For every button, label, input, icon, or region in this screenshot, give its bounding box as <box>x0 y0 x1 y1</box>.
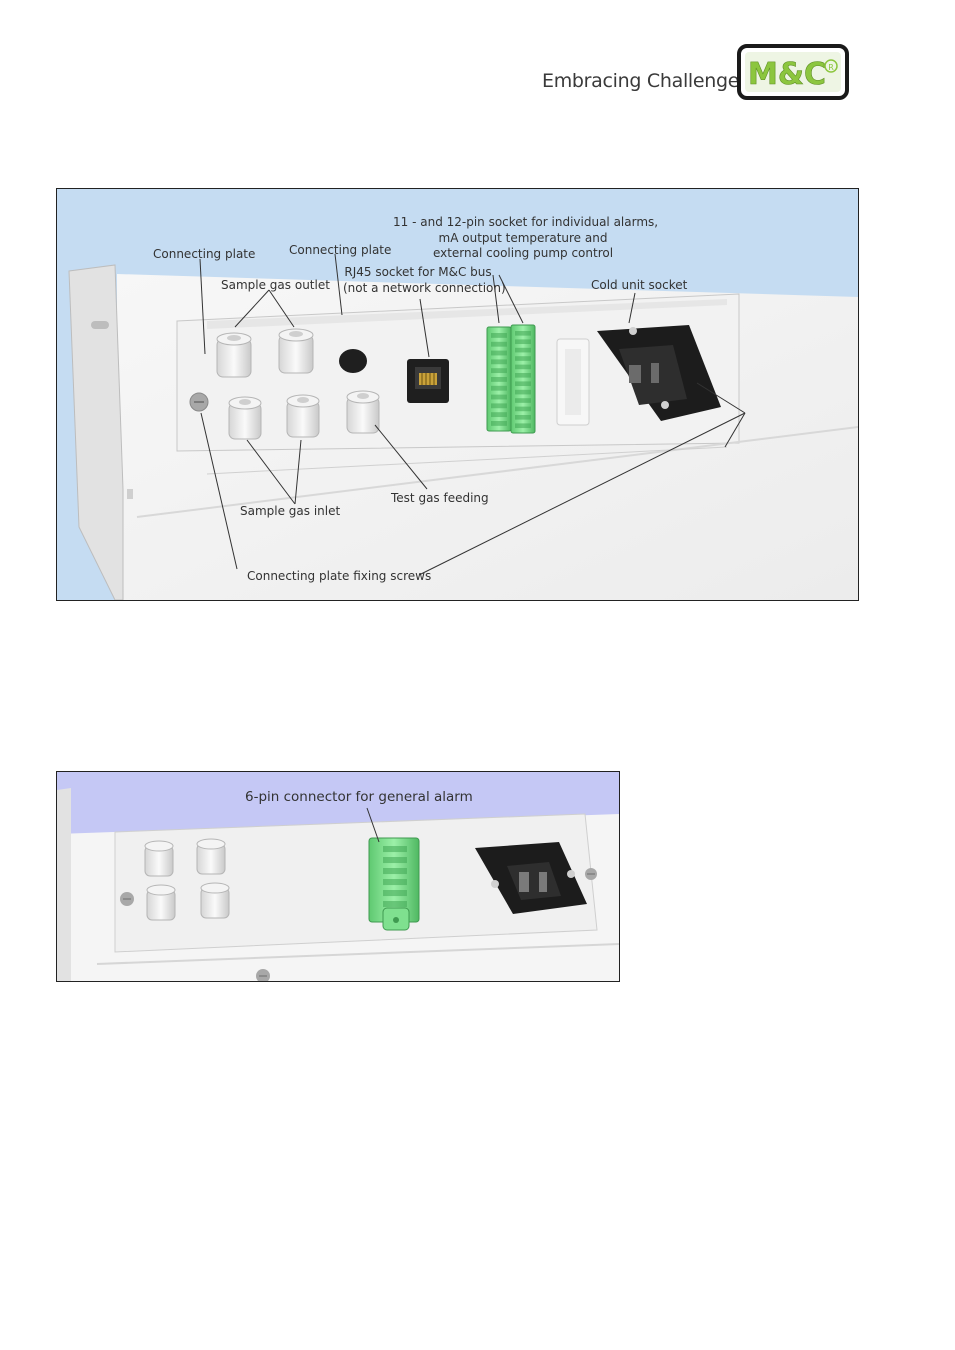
test-gas-feeding-fitting <box>347 391 379 433</box>
connector-pin <box>515 365 531 370</box>
connector-pin <box>491 403 507 408</box>
connector-pin <box>491 342 507 347</box>
label-test-gas-feeding: Test gas feeding <box>391 491 489 505</box>
connector-pin <box>491 351 507 356</box>
svg-text:R: R <box>828 63 834 72</box>
sample-gas-inlet-fitting-1 <box>229 397 261 439</box>
connector-pin <box>491 377 507 382</box>
connector-pin <box>515 356 531 361</box>
bracket-slot <box>91 321 109 329</box>
connector-pin <box>491 359 507 364</box>
mounting-bracket <box>57 788 71 981</box>
connector-pin <box>515 373 531 378</box>
fixing-screw-right <box>585 868 597 880</box>
connector-pin <box>383 901 407 907</box>
connector-pin <box>491 368 507 373</box>
figure-general-alarm-connector <box>56 771 620 982</box>
label-alarm-sockets: 11 - and 12-pin socket for individual alarms, mA output temperature and external cooling pump control <box>393 215 659 260</box>
connector-pin <box>383 868 407 874</box>
company-tagline: Embracing Challenge <box>542 70 740 92</box>
sample-gas-outlet-fitting-1 <box>217 333 251 377</box>
connector-pin <box>383 879 407 885</box>
fixing-screw-left <box>190 393 208 411</box>
connector-pin <box>383 890 407 896</box>
label-sample-gas-outlet: Sample gas outlet <box>221 278 330 292</box>
blanking-plug <box>339 349 367 373</box>
connector-pin <box>491 333 507 338</box>
connector-pin <box>515 407 531 412</box>
connector-pin <box>515 390 531 395</box>
label-connecting-plate-center: Connecting plate <box>289 243 392 257</box>
figure-rear-panel-connections <box>56 188 859 601</box>
connector-pin <box>491 421 507 426</box>
sample-gas-fitting-3 <box>147 885 175 920</box>
connector-pin <box>383 857 407 863</box>
sample-gas-inlet-fitting-2 <box>287 395 319 437</box>
connector-pin <box>515 423 531 428</box>
label-rj45-socket: RJ45 socket for M&C bus (not a network connection) <box>343 265 506 295</box>
svg-text:M&C: M&C <box>747 57 827 92</box>
label-cold-unit-socket: Cold unit socket <box>591 278 688 292</box>
connector-pin <box>515 339 531 344</box>
company-logo <box>737 44 849 100</box>
sample-gas-fitting-2 <box>197 839 225 874</box>
label-sample-gas-inlet: Sample gas inlet <box>240 504 341 518</box>
connector-pin <box>515 398 531 403</box>
connector-pin <box>491 395 507 400</box>
rj45-socket <box>407 359 449 403</box>
fixing-screw-left <box>120 892 134 906</box>
connector-pin <box>515 331 531 336</box>
connector-pin <box>491 412 507 417</box>
connector-pin <box>491 386 507 391</box>
label-fixing-screws: Connecting plate fixing screws <box>247 569 432 583</box>
page-header <box>540 44 852 104</box>
sample-gas-fitting-1 <box>145 841 173 876</box>
label-general-alarm-connector: 6-pin connector for general alarm <box>245 789 473 805</box>
sample-gas-outlet-fitting-2 <box>279 329 313 373</box>
connector-pin <box>515 415 531 420</box>
sample-gas-fitting-4 <box>201 883 229 918</box>
connector-pin <box>383 846 407 852</box>
connector-pin <box>515 348 531 353</box>
label-connecting-plate-left: Connecting plate <box>153 247 256 261</box>
connector-pin <box>515 381 531 386</box>
